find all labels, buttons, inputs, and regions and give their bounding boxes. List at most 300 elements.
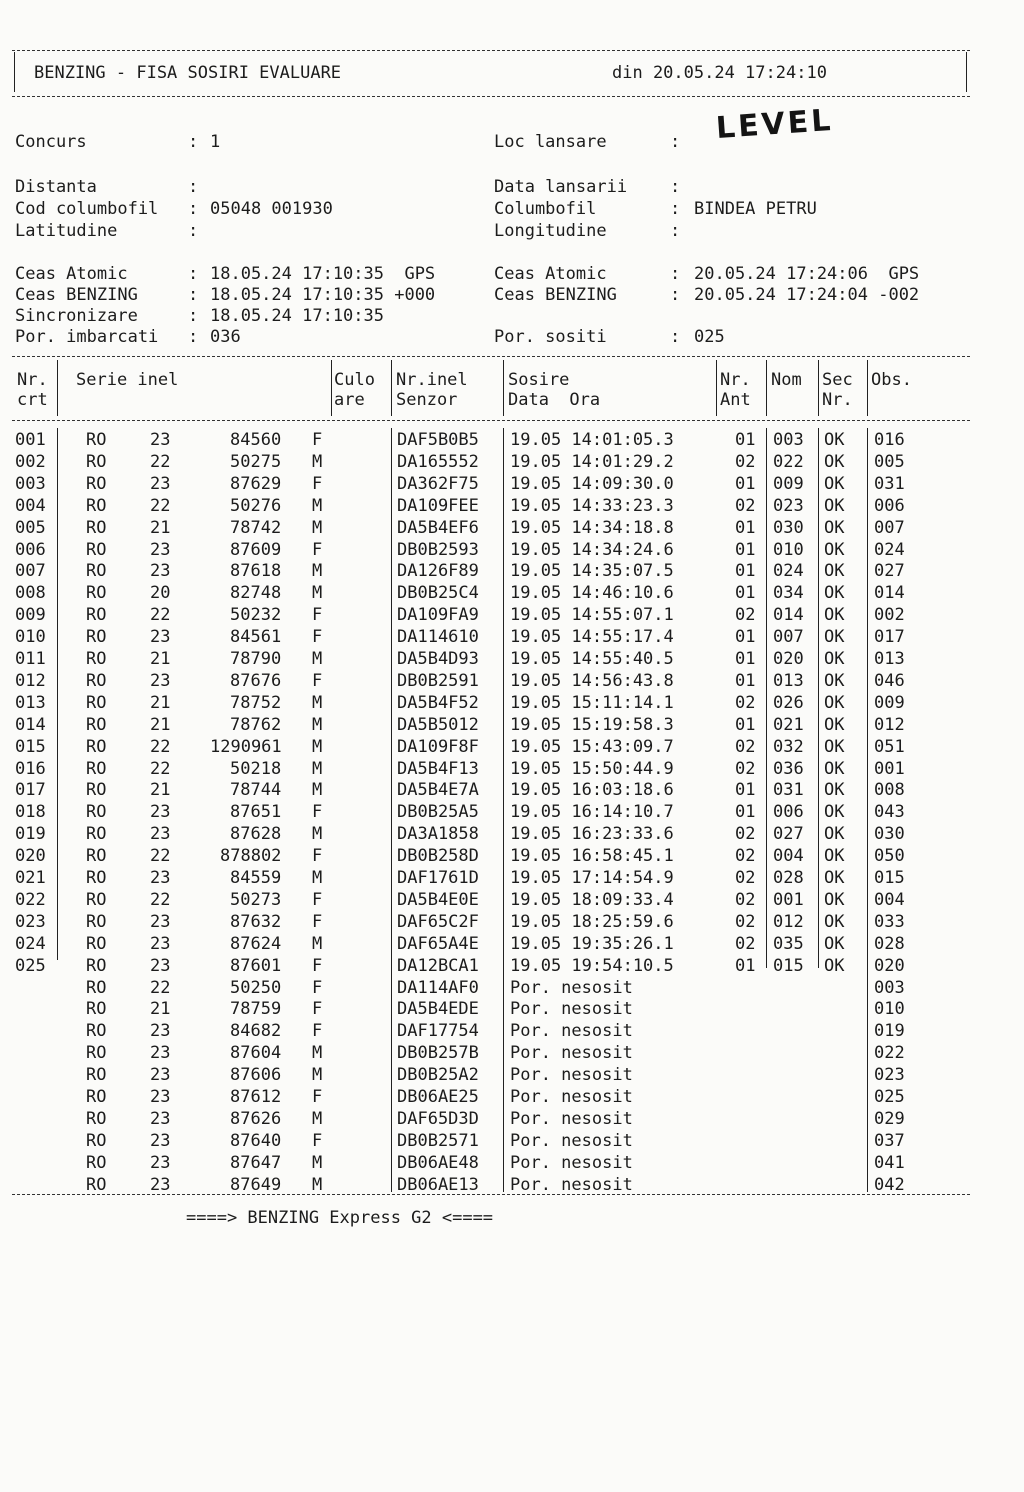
row-nr-crt: 017 bbox=[15, 780, 46, 801]
col-sep bbox=[57, 360, 58, 416]
row-sex: F bbox=[312, 539, 323, 560]
col-sep bbox=[818, 360, 819, 416]
row-nom: 036 bbox=[773, 758, 804, 779]
row-antenna: 02 bbox=[735, 758, 756, 779]
row-sec: OK bbox=[824, 495, 845, 516]
row-arrival: 19.05 14:01:05.3 bbox=[510, 430, 674, 450]
colon: : bbox=[670, 264, 681, 284]
row-antenna: 01 bbox=[735, 517, 756, 538]
row-sensor-id: DA5B4F13 bbox=[397, 758, 479, 779]
colon: : bbox=[670, 199, 681, 219]
row-sex: M bbox=[312, 780, 323, 801]
row-sex: F bbox=[312, 1130, 323, 1151]
row-sex: F bbox=[312, 473, 323, 494]
row-country: RO bbox=[86, 627, 107, 648]
row-nom: 024 bbox=[773, 561, 804, 582]
row-ring-number: 87632 bbox=[230, 911, 282, 932]
row-arrival: Por. nesosit bbox=[510, 1108, 633, 1129]
row-sec: OK bbox=[824, 736, 845, 757]
row-country: RO bbox=[86, 561, 107, 582]
row-country: RO bbox=[86, 473, 107, 494]
row-nr-crt: 004 bbox=[15, 495, 46, 516]
footer-text bbox=[186, 1208, 493, 1228]
row-arrival: Por. nesosit bbox=[510, 1065, 633, 1086]
row-obs: 030 bbox=[874, 824, 905, 845]
label-cod-columbofil: Cod columbofil bbox=[15, 199, 159, 219]
header-bottom-rule bbox=[12, 96, 970, 97]
row-obs: 033 bbox=[874, 911, 905, 932]
table-bottom-rule bbox=[12, 1194, 970, 1195]
row-country: RO bbox=[86, 1065, 107, 1086]
label-columbofil: Columbofil bbox=[494, 199, 597, 219]
row-sec: OK bbox=[824, 692, 845, 713]
label-ceas-atomic-end: Ceas Atomic bbox=[494, 264, 607, 284]
row-obs: 012 bbox=[874, 714, 905, 735]
row-nr-crt: 019 bbox=[15, 824, 46, 845]
row-year: 22 bbox=[150, 758, 171, 779]
label-por-sositi: Por. sositi bbox=[494, 327, 607, 347]
row-ring-number: 87649 bbox=[230, 1174, 282, 1195]
row-year: 23 bbox=[150, 1130, 171, 1151]
row-obs: 051 bbox=[874, 736, 905, 757]
row-arrival: Por. nesosit bbox=[510, 1087, 633, 1107]
row-sensor-id: DA5B4EF6 bbox=[397, 517, 479, 538]
row-nr-crt: 003 bbox=[15, 473, 46, 494]
row-country: RO bbox=[86, 1108, 107, 1129]
row-country: RO bbox=[86, 780, 107, 801]
table-row bbox=[0, 911, 1024, 933]
row-nr-crt: 011 bbox=[15, 649, 46, 669]
table-row bbox=[0, 736, 1024, 758]
row-obs: 022 bbox=[874, 1043, 905, 1064]
colon: : bbox=[670, 285, 681, 305]
row-antenna: 02 bbox=[735, 824, 756, 845]
row-antenna: 01 bbox=[735, 649, 756, 669]
row-year: 23 bbox=[150, 911, 171, 932]
row-country: RO bbox=[86, 539, 107, 560]
row-nom: 027 bbox=[773, 824, 804, 845]
row-antenna: 01 bbox=[735, 430, 756, 450]
row-arrival: 19.05 14:55:07.1 bbox=[510, 605, 674, 626]
header-right-border bbox=[966, 52, 967, 92]
row-obs: 006 bbox=[874, 495, 905, 516]
col-header-culo: Culo bbox=[334, 370, 375, 390]
table-row bbox=[0, 758, 1024, 780]
label-ceas-benzing-start: Ceas BENZING bbox=[15, 285, 138, 305]
row-arrival: 19.05 14:34:24.6 bbox=[510, 539, 674, 560]
row-sensor-id: DA5B4E0E bbox=[397, 889, 479, 910]
colon: : bbox=[670, 132, 681, 152]
row-antenna: 01 bbox=[735, 627, 756, 648]
row-sec: OK bbox=[824, 430, 845, 450]
row-arrival: 19.05 14:56:43.8 bbox=[510, 670, 674, 691]
col-header-are: are bbox=[334, 390, 365, 410]
row-nom: 007 bbox=[773, 627, 804, 648]
row-sex: F bbox=[312, 955, 323, 976]
row-sex: M bbox=[312, 583, 323, 604]
row-ring-number: 87604 bbox=[230, 1043, 282, 1064]
row-year: 23 bbox=[150, 1152, 171, 1173]
value-cod-columbofil: 05048 001930 bbox=[210, 199, 333, 219]
row-year: 22 bbox=[150, 605, 171, 626]
row-sec: OK bbox=[824, 933, 845, 954]
row-year: 23 bbox=[150, 802, 171, 823]
table-row bbox=[0, 692, 1024, 714]
row-sex: M bbox=[312, 736, 323, 757]
table-row bbox=[0, 977, 1024, 999]
colon: : bbox=[188, 199, 199, 219]
row-nr-crt: 018 bbox=[15, 802, 46, 823]
col-header-crt: crt bbox=[17, 390, 48, 410]
row-sex: F bbox=[312, 1021, 323, 1042]
label-ceas-benzing-end: Ceas BENZING bbox=[494, 285, 617, 305]
label-sincronizare: Sincronizare bbox=[15, 306, 138, 326]
row-year: 23 bbox=[150, 539, 171, 560]
row-obs: 025 bbox=[874, 1087, 905, 1107]
row-year: 23 bbox=[150, 868, 171, 888]
row-arrival: 19.05 14:01:29.2 bbox=[510, 451, 674, 472]
row-nr-crt: 002 bbox=[15, 451, 46, 472]
row-country: RO bbox=[86, 430, 107, 450]
value-loc-lansare-handwritten: LEVEL bbox=[714, 102, 835, 147]
row-obs: 042 bbox=[874, 1174, 905, 1195]
table-row bbox=[0, 473, 1024, 495]
table-row bbox=[0, 604, 1024, 626]
footer-label: ====> BENZING Express G2 <==== bbox=[186, 1208, 494, 1228]
label-por-imbarcati: Por. imbarcati bbox=[15, 327, 159, 347]
row-country: RO bbox=[86, 517, 107, 538]
row-nom: 015 bbox=[773, 955, 804, 976]
row-country: RO bbox=[86, 1087, 107, 1107]
row-sec: OK bbox=[824, 758, 845, 779]
table-row bbox=[0, 648, 1024, 670]
colon: : bbox=[188, 221, 199, 241]
row-year: 22 bbox=[150, 451, 171, 472]
row-nr-crt: 020 bbox=[15, 846, 46, 867]
row-sensor-id: DB0B257B bbox=[397, 1043, 479, 1064]
row-country: RO bbox=[86, 802, 107, 823]
row-nr-crt: 016 bbox=[15, 758, 46, 779]
row-sensor-id: DA109FEE bbox=[397, 495, 479, 516]
row-arrival: 19.05 18:25:59.6 bbox=[510, 911, 674, 932]
row-nom: 012 bbox=[773, 911, 804, 932]
row-antenna: 01 bbox=[735, 714, 756, 735]
row-year: 23 bbox=[150, 473, 171, 494]
row-sex: F bbox=[312, 627, 323, 648]
row-antenna: 02 bbox=[735, 933, 756, 954]
row-sec: OK bbox=[824, 473, 845, 494]
row-sensor-id: DA109FA9 bbox=[397, 605, 479, 626]
col-sep bbox=[391, 360, 392, 416]
row-antenna: 02 bbox=[735, 889, 756, 910]
row-year: 23 bbox=[150, 933, 171, 954]
row-antenna: 01 bbox=[735, 780, 756, 801]
row-antenna: 02 bbox=[735, 736, 756, 757]
row-year: 23 bbox=[150, 1021, 171, 1042]
row-arrival: 19.05 16:23:33.6 bbox=[510, 824, 674, 845]
row-arrival: Por. nesosit bbox=[510, 1152, 633, 1173]
row-nom: 010 bbox=[773, 539, 804, 560]
row-arrival: 19.05 16:14:10.7 bbox=[510, 802, 674, 823]
row-obs: 019 bbox=[874, 1021, 905, 1042]
col-header-obs: Obs. bbox=[871, 370, 912, 390]
table-row bbox=[0, 1086, 1024, 1108]
row-sec: OK bbox=[824, 714, 845, 735]
row-ring-number: 84682 bbox=[230, 1021, 282, 1042]
row-sex: M bbox=[312, 1108, 323, 1129]
row-sex: F bbox=[312, 911, 323, 932]
row-year: 23 bbox=[150, 430, 171, 450]
col-sep bbox=[716, 360, 717, 416]
row-nr-crt: 025 bbox=[15, 955, 46, 976]
row-sec: OK bbox=[824, 627, 845, 648]
row-obs: 043 bbox=[874, 802, 905, 823]
value-ceas-atomic-start: 18.05.24 17:10:35 GPS bbox=[210, 264, 436, 284]
row-country: RO bbox=[86, 933, 107, 954]
row-sensor-id: DB0B2571 bbox=[397, 1130, 479, 1151]
value-ceas-benzing-end: 20.05.24 17:24:04 -002 bbox=[694, 285, 920, 305]
row-country: RO bbox=[86, 824, 107, 845]
col-header-ant: Ant bbox=[720, 390, 751, 410]
row-country: RO bbox=[86, 846, 107, 867]
col-header-nr-ant: Nr. bbox=[720, 370, 751, 390]
row-country: RO bbox=[86, 583, 107, 604]
col-header-senzor: Senzor bbox=[396, 390, 458, 410]
row-country: RO bbox=[86, 868, 107, 888]
table-top-rule bbox=[12, 356, 970, 357]
row-sex: M bbox=[312, 451, 323, 472]
row-year: 23 bbox=[150, 670, 171, 691]
row-sex: F bbox=[312, 1087, 323, 1107]
row-country: RO bbox=[86, 911, 107, 932]
row-antenna: 01 bbox=[735, 473, 756, 494]
row-year: 22 bbox=[150, 495, 171, 516]
colon: : bbox=[188, 285, 199, 305]
row-nr-crt: 005 bbox=[15, 517, 46, 538]
row-nom: 013 bbox=[773, 670, 804, 691]
row-ring-number: 87609 bbox=[230, 539, 282, 560]
table-row bbox=[0, 714, 1024, 736]
row-obs: 015 bbox=[874, 868, 905, 888]
row-ring-number: 82748 bbox=[230, 583, 282, 604]
table-row bbox=[0, 955, 1024, 977]
row-year: 23 bbox=[150, 1043, 171, 1064]
row-antenna: 02 bbox=[735, 451, 756, 472]
row-arrival: 19.05 15:43:09.7 bbox=[510, 736, 674, 757]
row-sec: OK bbox=[824, 583, 845, 604]
colon: : bbox=[188, 264, 199, 284]
row-ring-number: 87640 bbox=[230, 1130, 282, 1151]
row-arrival: 19.05 14:09:30.0 bbox=[510, 473, 674, 494]
label-longitudine: Longitudine bbox=[494, 221, 607, 241]
row-ring-number: 87606 bbox=[230, 1065, 282, 1086]
row-nom: 035 bbox=[773, 933, 804, 954]
row-sensor-id: DB0B2591 bbox=[397, 670, 479, 691]
row-nr-crt: 013 bbox=[15, 692, 46, 713]
row-ring-number: 78744 bbox=[230, 780, 282, 801]
row-ring-number: 50275 bbox=[230, 451, 282, 472]
row-sex: M bbox=[312, 1152, 323, 1173]
row-year: 23 bbox=[150, 1087, 171, 1107]
row-obs: 007 bbox=[874, 517, 905, 538]
row-year: 22 bbox=[150, 846, 171, 867]
row-nr-crt: 007 bbox=[15, 561, 46, 582]
row-antenna: 02 bbox=[735, 911, 756, 932]
col-header-serie-inel: Serie inel bbox=[76, 370, 179, 390]
row-year: 21 bbox=[150, 780, 171, 801]
table-row bbox=[0, 495, 1024, 517]
row-arrival: 19.05 15:11:14.1 bbox=[510, 692, 674, 713]
row-sensor-id: DA3A1858 bbox=[397, 824, 479, 845]
row-antenna: 01 bbox=[735, 802, 756, 823]
row-country: RO bbox=[86, 605, 107, 626]
row-year: 23 bbox=[150, 1174, 171, 1195]
row-obs: 003 bbox=[874, 977, 905, 998]
label-latitudine: Latitudine bbox=[15, 221, 118, 241]
row-sec: OK bbox=[824, 846, 845, 867]
row-country: RO bbox=[86, 670, 107, 691]
col-sep bbox=[331, 360, 332, 416]
row-sex: F bbox=[312, 670, 323, 691]
row-sex: M bbox=[312, 517, 323, 538]
row-ring-number: 1290961 bbox=[210, 736, 282, 757]
row-antenna: 02 bbox=[735, 868, 756, 888]
row-sex: F bbox=[312, 846, 323, 867]
row-sec: OK bbox=[824, 670, 845, 691]
col-header-sec: Sec bbox=[822, 370, 853, 390]
row-sensor-id: DA5B4EDE bbox=[397, 999, 479, 1020]
row-obs: 005 bbox=[874, 451, 905, 472]
table-row bbox=[0, 801, 1024, 823]
col-header-nom: Nom bbox=[771, 370, 802, 390]
row-sensor-id: DA114610 bbox=[397, 627, 479, 648]
table-row bbox=[0, 1064, 1024, 1086]
row-obs: 002 bbox=[874, 605, 905, 626]
row-ring-number: 84560 bbox=[230, 430, 282, 450]
row-sensor-id: DA5B5012 bbox=[397, 714, 479, 735]
row-sensor-id: DB06AE13 bbox=[397, 1174, 479, 1195]
row-ring-number: 84559 bbox=[230, 868, 282, 888]
row-arrival: 19.05 17:14:54.9 bbox=[510, 868, 674, 888]
value-sincronizare: 18.05.24 17:10:35 bbox=[210, 306, 384, 326]
row-antenna: 02 bbox=[735, 846, 756, 867]
table-row bbox=[0, 582, 1024, 604]
col-header-data-ora: Data Ora bbox=[508, 390, 601, 410]
row-obs: 037 bbox=[874, 1130, 905, 1151]
col-sep bbox=[766, 360, 767, 416]
colon: : bbox=[188, 177, 199, 197]
row-year: 21 bbox=[150, 517, 171, 538]
table-row bbox=[0, 845, 1024, 867]
row-sensor-id: DAF17754 bbox=[397, 1021, 479, 1042]
row-antenna: 02 bbox=[735, 605, 756, 626]
row-sec: OK bbox=[824, 911, 845, 932]
row-ring-number: 87601 bbox=[230, 955, 282, 976]
row-obs: 027 bbox=[874, 561, 905, 582]
row-antenna: 02 bbox=[735, 692, 756, 713]
row-country: RO bbox=[86, 999, 107, 1020]
row-ring-number: 50232 bbox=[230, 605, 282, 626]
table-row bbox=[0, 517, 1024, 539]
row-arrival: 19.05 19:54:10.5 bbox=[510, 955, 674, 976]
row-sec: OK bbox=[824, 517, 845, 538]
row-sex: M bbox=[312, 1065, 323, 1086]
row-country: RO bbox=[86, 495, 107, 516]
row-country: RO bbox=[86, 451, 107, 472]
row-antenna: 01 bbox=[735, 670, 756, 691]
row-sec: OK bbox=[824, 451, 845, 472]
row-sensor-id: DA165552 bbox=[397, 451, 479, 472]
table-header-rule bbox=[12, 420, 970, 421]
row-country: RO bbox=[86, 1174, 107, 1195]
row-year: 22 bbox=[150, 889, 171, 910]
row-sensor-id: DB0B25A2 bbox=[397, 1065, 479, 1086]
row-sex: M bbox=[312, 824, 323, 845]
row-country: RO bbox=[86, 889, 107, 910]
row-obs: 009 bbox=[874, 692, 905, 713]
row-arrival: 19.05 14:46:10.6 bbox=[510, 583, 674, 604]
row-sensor-id: DB06AE48 bbox=[397, 1152, 479, 1173]
row-year: 21 bbox=[150, 649, 171, 669]
header-left-border bbox=[14, 52, 15, 92]
row-sensor-id: DB0B258D bbox=[397, 846, 479, 867]
row-sensor-id: DA5B4F52 bbox=[397, 692, 479, 713]
header-top-rule bbox=[12, 50, 970, 51]
row-obs: 041 bbox=[874, 1152, 905, 1173]
row-nr-crt: 012 bbox=[15, 670, 46, 691]
value-por-sositi: 025 bbox=[694, 327, 725, 347]
row-obs: 004 bbox=[874, 889, 905, 910]
table-row bbox=[0, 1020, 1024, 1042]
row-sensor-id: DB06AE25 bbox=[397, 1087, 479, 1107]
row-obs: 013 bbox=[874, 649, 905, 669]
row-ring-number: 78790 bbox=[230, 649, 282, 669]
colon: : bbox=[670, 177, 681, 197]
row-nom: 001 bbox=[773, 889, 804, 910]
row-nom: 003 bbox=[773, 430, 804, 450]
row-nr-crt: 021 bbox=[15, 868, 46, 888]
row-country: RO bbox=[86, 692, 107, 713]
row-sex: M bbox=[312, 649, 323, 669]
row-nr-crt: 001 bbox=[15, 430, 46, 450]
row-nom: 014 bbox=[773, 605, 804, 626]
row-ring-number: 87676 bbox=[230, 670, 282, 691]
row-antenna: 01 bbox=[735, 539, 756, 560]
table-row bbox=[0, 933, 1024, 955]
row-nom: 023 bbox=[773, 495, 804, 516]
row-sensor-id: DB0B25A5 bbox=[397, 802, 479, 823]
col-header-nr: Nr. bbox=[17, 370, 48, 390]
col-sep bbox=[867, 360, 868, 416]
table-row bbox=[0, 823, 1024, 845]
table-row bbox=[0, 779, 1024, 801]
row-arrival: 19.05 16:58:45.1 bbox=[510, 846, 674, 867]
row-sensor-id: DB0B2593 bbox=[397, 539, 479, 560]
table-row bbox=[0, 889, 1024, 911]
row-sex: F bbox=[312, 889, 323, 910]
row-sensor-id: DB0B25C4 bbox=[397, 583, 479, 604]
row-sensor-id: DA5B4D93 bbox=[397, 649, 479, 669]
row-nr-crt: 010 bbox=[15, 627, 46, 648]
row-ring-number: 78752 bbox=[230, 692, 282, 713]
row-arrival: Por. nesosit bbox=[510, 1021, 633, 1042]
row-ring-number: 50218 bbox=[230, 758, 282, 779]
row-country: RO bbox=[86, 758, 107, 779]
row-country: RO bbox=[86, 1021, 107, 1042]
row-ring-number: 87651 bbox=[230, 802, 282, 823]
row-ring-number: 50276 bbox=[230, 495, 282, 516]
row-year: 21 bbox=[150, 999, 171, 1020]
